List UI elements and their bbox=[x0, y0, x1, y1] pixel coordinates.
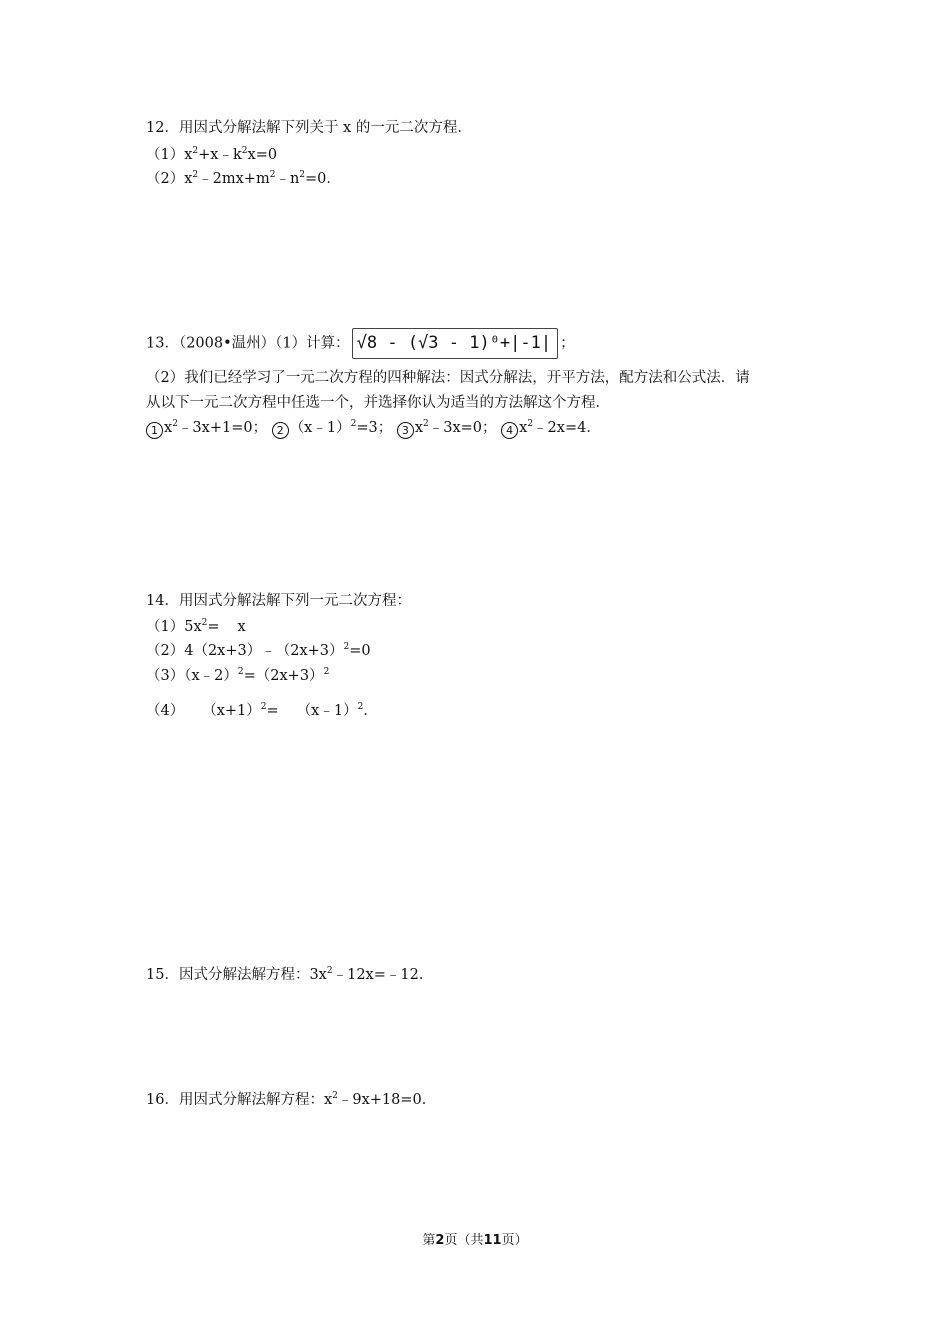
exponent: 2 bbox=[192, 146, 199, 156]
exponent: 2 bbox=[269, 170, 276, 180]
q13-line3: 从以下一元二次方程中任选一个，并选择你认为适当的方法解这个方程． bbox=[146, 395, 610, 411]
eq-text: ﹣9x+18=0． bbox=[337, 1092, 437, 1108]
exponent: 2 bbox=[299, 170, 306, 180]
q14-title: 14．用因式分解法解下列一元二次方程： bbox=[146, 593, 411, 609]
eq-text: ﹣3x+1=0； bbox=[177, 420, 268, 436]
exponent: 2 bbox=[527, 419, 534, 429]
eq-text: x bbox=[184, 147, 193, 163]
eq-text: 4（2x+3）﹣（2x+3） bbox=[184, 643, 344, 659]
eq-text: x bbox=[164, 420, 173, 436]
q14-part1 bbox=[146, 617, 246, 637]
q12-part1 bbox=[146, 145, 277, 165]
q13-suffix: ； bbox=[560, 335, 575, 352]
q15-title bbox=[146, 965, 433, 985]
part-label: （4） bbox=[146, 703, 185, 719]
q13-prefix: 13．（2008•温州）（1）计算： bbox=[146, 335, 350, 352]
exponent: 2 bbox=[357, 702, 364, 712]
eq-text: （x﹣1） bbox=[289, 420, 351, 436]
page-footer bbox=[0, 1229, 950, 1248]
footer-text: 第 bbox=[422, 1233, 436, 1248]
eq-text: = bbox=[266, 703, 279, 719]
eq-text: （x﹣2） bbox=[184, 668, 238, 684]
eq-text: 15．因式分解法解方程：3x bbox=[146, 967, 327, 983]
eq-text: x=0 bbox=[247, 147, 278, 163]
q16-title bbox=[146, 1090, 436, 1110]
eq-text: =（2x+3） bbox=[243, 668, 324, 684]
circled-number: 2 bbox=[272, 422, 289, 439]
circled-number: 4 bbox=[501, 422, 518, 439]
exponent: 2 bbox=[350, 419, 357, 429]
page-total: 11 bbox=[483, 1233, 502, 1248]
circled-number: 1 bbox=[146, 422, 163, 439]
eq-text: x bbox=[237, 619, 246, 635]
q13-line2: （2）我们已经学习了一元二次方程的四种解法：因式分解法，开平方法，配方法和公式法．请 bbox=[146, 370, 750, 386]
exponent: 2 bbox=[423, 419, 429, 429]
exponent: 2 bbox=[260, 702, 267, 712]
exponent: 2 bbox=[237, 667, 244, 677]
eq-text: ． bbox=[363, 703, 378, 719]
eq-text: （x+1） bbox=[202, 703, 261, 719]
eq-text: ﹣3x=0； bbox=[428, 420, 497, 436]
eq-text: =0 bbox=[349, 643, 371, 659]
part-label: （3） bbox=[146, 668, 185, 684]
q14-part2 bbox=[146, 641, 371, 661]
exponent: 2 bbox=[201, 618, 208, 628]
formula-image: √8 - (√3 - 1)⁰+|-1| bbox=[352, 328, 558, 359]
eq-text: x bbox=[519, 420, 528, 436]
eq-text: x bbox=[184, 171, 193, 187]
exponent: 2 bbox=[241, 146, 248, 156]
eq-text: ﹣2x=4． bbox=[533, 420, 601, 436]
eq-text: =0． bbox=[305, 171, 341, 187]
footer-text: 页（共 bbox=[444, 1233, 484, 1248]
exponent: 2 bbox=[172, 419, 178, 429]
eq-text: +x﹣k bbox=[198, 147, 242, 163]
footer-text: 页） bbox=[501, 1233, 528, 1248]
eq-text: 16．用因式分解法解方程：x bbox=[146, 1092, 333, 1108]
eq-text: = bbox=[207, 619, 220, 635]
part-label: （2） bbox=[146, 643, 185, 659]
circled-number: 3 bbox=[397, 422, 414, 439]
eq-text: ﹣n bbox=[275, 171, 300, 187]
q13-options bbox=[146, 418, 601, 439]
exponent: 2 bbox=[332, 1091, 338, 1101]
exponent: 2 bbox=[343, 642, 350, 652]
eq-text: x bbox=[414, 420, 423, 436]
eq-text: （x﹣1） bbox=[296, 703, 358, 719]
part-label: （2） bbox=[146, 171, 185, 187]
q14-part3 bbox=[146, 666, 329, 686]
eq-text: 5x bbox=[184, 619, 202, 635]
part-label: （1） bbox=[146, 619, 185, 635]
q13-title bbox=[146, 328, 575, 359]
page-number: 2 bbox=[435, 1233, 445, 1248]
exponent: 2 bbox=[192, 170, 199, 180]
q12-title: 12．用因式分解法解下列关于 x 的一元二次方程． bbox=[146, 120, 472, 136]
q14-part4 bbox=[146, 701, 378, 721]
part-label: （1） bbox=[146, 147, 185, 163]
eq-text: =3； bbox=[356, 420, 393, 436]
exponent: 2 bbox=[326, 966, 333, 976]
q12-part2 bbox=[146, 169, 341, 189]
eq-text: ﹣12x=﹣12． bbox=[332, 967, 434, 983]
exponent: 2 bbox=[323, 667, 330, 677]
eq-text: ﹣2mx+m bbox=[198, 171, 270, 187]
